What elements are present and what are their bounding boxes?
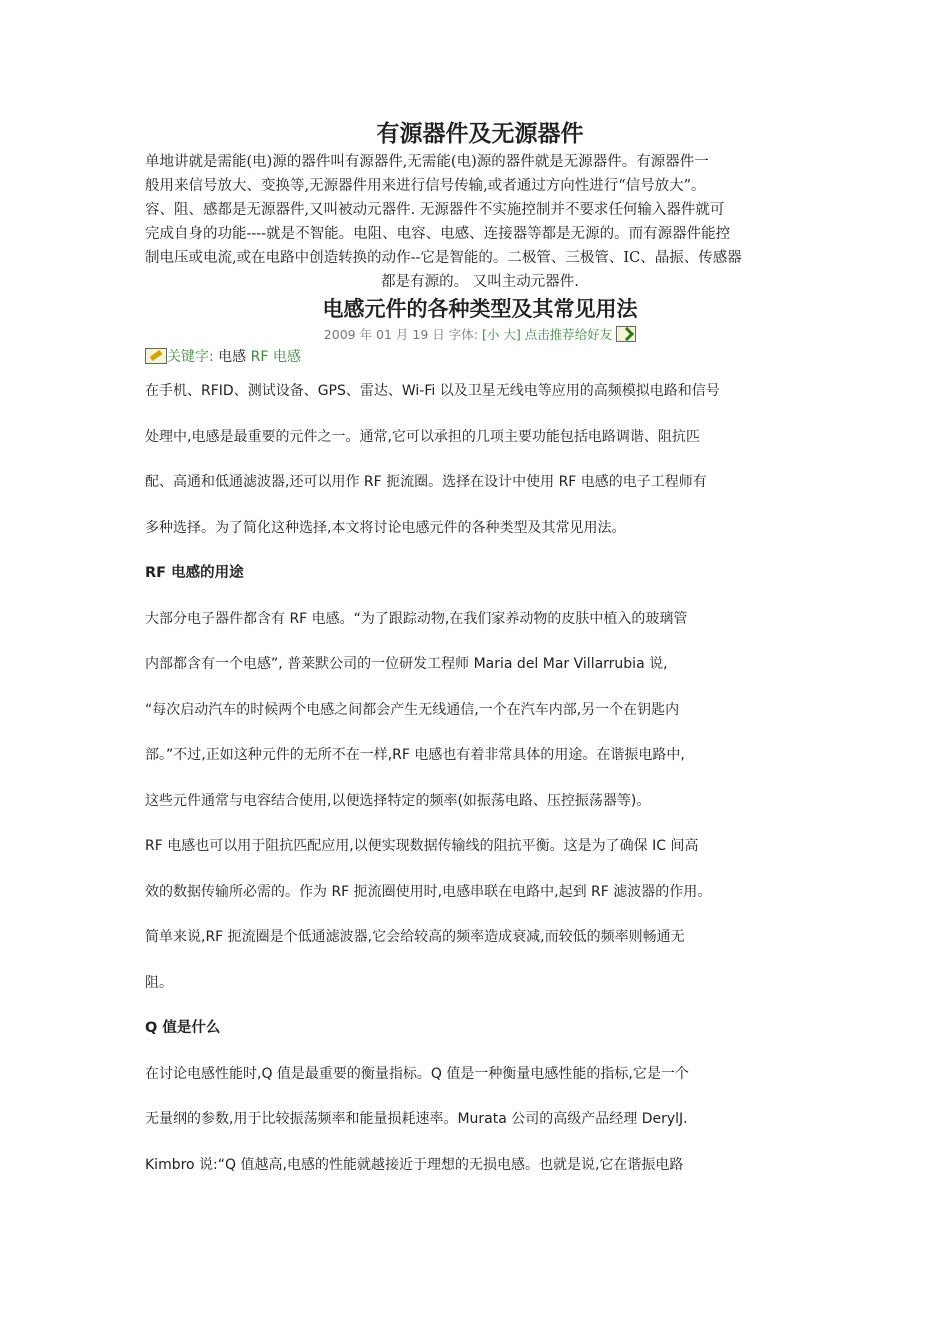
paragraph-line: “每次启动汽车的时候两个电感之间都会产生无线通信,一个在汽车内部,另一个在钥匙内 (145, 701, 680, 718)
paragraph (145, 369, 815, 551)
article-meta (145, 324, 815, 346)
paragraph (145, 1052, 815, 1189)
paragraph-line: 效的数据传输所必需的。作为 RF 扼流圈使用时,电感串联在电路中,起到 RF 滤波器的作用。 (145, 883, 712, 900)
paragraph-line: 内部都含有一个电感”, 普莱默公司的一位研发工程师 Maria del Mar Villarrubia 说, (145, 656, 668, 672)
paragraph (145, 824, 815, 1006)
paragraph-line: 配、高通和低通滤波器,还可以用作 RF 扼流圈。选择在设计中使用 RF 电感的电子工程师有 (145, 474, 707, 490)
recommend-icon[interactable] (616, 326, 636, 342)
pencil-icon (145, 348, 167, 364)
paragraph-line: 无量纲的参数,用于比较振荡频率和能量损耗速率。Murata 公司的高级产品经理 DerylJ. (145, 1111, 688, 1127)
keyword-rf-inductor[interactable]: RF 电感 (250, 349, 301, 365)
section-heading: Q 值是什么 (145, 1020, 221, 1036)
paragraph-line: 这些元件通常与电容结合使用,以便选择特定的频率(如振荡电路、压控振荡器等)。 (145, 792, 651, 809)
paragraph-line: 大部分电子器件都含有 RF 电感。“为了跟踪动物,在我们家养动物的皮肤中植入的玻璃管 (145, 610, 688, 627)
paragraph-line: 处理中,电感是最重要的元件之一。通常,它可以承担的几项主要功能包括电路调谐、阻抗匹 (145, 428, 700, 445)
intro-line: 单地讲就是需能(电)源的器件叫有源器件,无需能(电)源的器件就是无源器件。有源器件一 (145, 154, 709, 170)
paragraph-line: Kimbro 说:“Q 值越高,电感的性能就越接近于理想的无损电感。也就是说,它在谐振电路 (145, 1156, 684, 1173)
recommend-link[interactable]: 点击推荐给好友 (524, 327, 613, 342)
paragraph (145, 597, 815, 825)
paragraph-line: 部。”不过,正如这种元件的无所不在一样,RF 电感也有着非常具体的用途。在谐振电路中, (145, 747, 685, 763)
keywords-row (145, 346, 815, 368)
font-label: 字体: (448, 327, 478, 342)
keyword-inductor[interactable]: 电感 (218, 349, 247, 365)
document-title: 有源器件及无源器件 (376, 120, 584, 147)
keywords-label: 关键字: (167, 349, 214, 365)
section-heading: RF 电感的用途 (145, 565, 244, 581)
intro-paragraph (145, 150, 815, 294)
font-size-links[interactable]: [小 大] (481, 327, 521, 342)
intro-line: 容、阻、感都是无源器件,又叫被动元器件. 无源器件不实施控制并不要求任何输入器件就可 (145, 202, 725, 218)
article-title: 电感元件的各种类型及其常见用法 (322, 296, 638, 321)
intro-line: 都是有源的。 又叫主动元器件. (381, 274, 579, 290)
paragraph-line: 多种选择。为了简化这种选择,本文将讨论电感元件的各种类型及其常见用法。 (145, 519, 626, 536)
paragraph-line: RF 电感也可以用于阻抗匹配应用,以便实现数据传输线的阻抗平衡。这是为了确保 IC 间高 (145, 838, 699, 854)
intro-line: 完成自身的功能----就是不智能。电阻、电容、电感、连接器等都是无源的。而有源器件能控 (145, 226, 731, 242)
document-page (145, 118, 815, 1188)
paragraph-line: 简单来说,RF 扼流圈是个低通滤波器,它会给较高的频率造成衰减,而较低的频率则畅通无 (145, 929, 685, 945)
publish-date: 2009 年 01 月 19 日 (323, 327, 445, 342)
paragraph-line: 在手机、RFID、测试设备、GPS、雷达、Wi-Fi 以及卫星无线电等应用的高频模拟电路和信号 (145, 383, 720, 399)
intro-line: 般用来信号放大、变换等,无源器件用来进行信号传输,或者通过方向性进行“信号放大”。 (145, 178, 706, 194)
intro-line: 制电压或电流,或在电路中创造转换的动作--它是智能的。二极管、三极管、IC、晶振、传感器 (145, 250, 742, 266)
paragraph-line: 在讨论电感性能时,Q 值是最重要的衡量指标。Q 值是一种衡量电感性能的指标,它是一个 (145, 1065, 689, 1082)
paragraph-line: 阻。 (145, 974, 173, 991)
